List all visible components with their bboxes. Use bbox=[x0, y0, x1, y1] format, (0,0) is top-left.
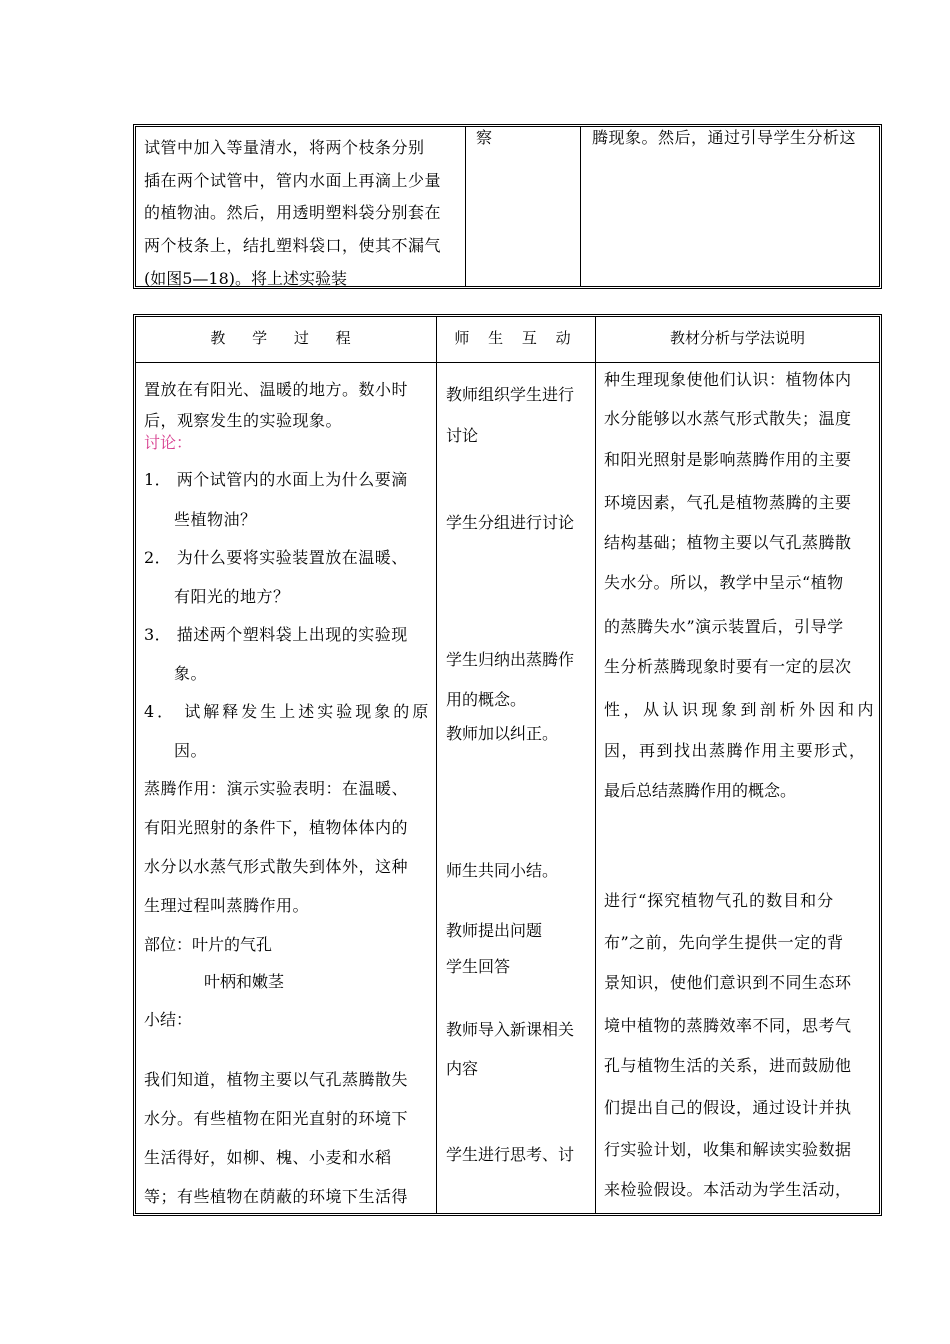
interaction-text: 内容 bbox=[446, 1059, 479, 1078]
question-item: 些植物油？ bbox=[174, 510, 257, 529]
analysis-line: 结构基础；植物主要以气孔蒸腾散 bbox=[604, 533, 852, 552]
text-line: 试管中加入等量清水，将两个枝条分别 bbox=[144, 138, 425, 157]
table-top-col3-text: 腾现象。然后，通过引导学生分析这 bbox=[592, 128, 857, 147]
interaction-text: 用的概念。 bbox=[446, 690, 527, 709]
text-line: 后，观察发生的实验现象。 bbox=[144, 411, 343, 430]
analysis-line: 种生理现象使他们认识：植物体内 bbox=[604, 370, 852, 389]
interaction-text: 讨论 bbox=[446, 426, 479, 445]
interaction-text: 学生归纳出蒸腾作 bbox=[446, 650, 575, 669]
question-item: 有阳光的地方？ bbox=[174, 587, 290, 606]
text-line: (如图5—18)。将上述实验装 bbox=[144, 269, 348, 288]
analysis-line: 景知识，使他们意识到不同生态环 bbox=[604, 973, 852, 992]
location-sub: 叶柄和嫩茎 bbox=[204, 972, 285, 991]
interaction-text: 学生分组进行讨论 bbox=[446, 513, 575, 532]
interaction-text: 师生共同小结。 bbox=[446, 861, 559, 880]
analysis-line: 生分析蒸腾现象时要有一定的层次 bbox=[604, 657, 852, 676]
question-item: 1． 两个试管内的水面上为什么要滴 bbox=[144, 470, 408, 489]
location-label: 部位：叶片的气孔 bbox=[144, 935, 273, 954]
question-item: 象。 bbox=[174, 664, 208, 683]
discussion-label: 讨论： bbox=[144, 433, 193, 452]
interaction-text: 教师提出问题 bbox=[446, 921, 543, 940]
summary-line: 生活得好，如柳、槐、小麦和水稻 bbox=[144, 1148, 392, 1167]
analysis-line: 和阳光照射是影响蒸腾作用的主要 bbox=[604, 450, 852, 469]
analysis-line: 环境因素，气孔是植物蒸腾的主要 bbox=[604, 493, 852, 512]
summary-label: 小结： bbox=[144, 1010, 193, 1029]
question-item: 因。 bbox=[174, 741, 208, 760]
analysis-line: 们提出自己的假设，通过设计并执 bbox=[604, 1098, 852, 1117]
analysis-line: 的蒸腾失水”演示装置后，引导学 bbox=[604, 617, 844, 636]
table-top-col2-text: 察 bbox=[476, 128, 493, 147]
summary-line: 水分。有些植物在阳光直射的环境下 bbox=[144, 1109, 409, 1128]
definition-line: 水分以水蒸气形式散失到体外，这种 bbox=[144, 857, 409, 876]
text-line: 置放在有阳光、温暖的地方。数小时 bbox=[144, 380, 409, 399]
interaction-text: 教师导入新课相关 bbox=[446, 1020, 575, 1039]
summary-line: 等；有些植物在荫蔽的环境下生活得 bbox=[144, 1187, 409, 1206]
text-line: 插在两个试管中，管内水面上再滴上少量 bbox=[144, 171, 442, 190]
analysis-line: 水分能够以水蒸气形式散失；温度 bbox=[604, 409, 852, 428]
definition-line: 生理过程叫蒸腾作用。 bbox=[144, 896, 310, 915]
header-material-analysis: 教材分析与学法说明 bbox=[669, 329, 805, 347]
text-line: 的植物油。然后，用透明塑料袋分别套在 bbox=[144, 203, 442, 222]
question-item: 4． 试解释发生上述实验现象的原 bbox=[144, 702, 432, 721]
analysis-line: 因，再到找出蒸腾作用主要形式， bbox=[604, 741, 867, 760]
analysis-line: 性，从认识现象到剖析外因和内 bbox=[604, 700, 878, 719]
analysis-line: 进行“探究植物气孔的数目和分 bbox=[604, 891, 835, 910]
analysis-line: 失水分。所以，教学中呈示“植物 bbox=[604, 573, 844, 592]
analysis-line: 境中植物的蒸腾效率不同，思考气 bbox=[604, 1016, 852, 1035]
interaction-text: 学生进行思考、讨 bbox=[446, 1145, 575, 1164]
interaction-text: 教师组织学生进行 bbox=[446, 385, 575, 404]
question-item: 3． 描述两个塑料袋上出现的实验现 bbox=[144, 625, 408, 644]
table-top-divider-2 bbox=[580, 126, 581, 287]
table-main-divider-2 bbox=[595, 316, 596, 1214]
table-top-divider-1 bbox=[465, 126, 466, 287]
definition-line: 有阳光照射的条件下，植物体体内的 bbox=[144, 818, 409, 837]
interaction-text: 学生回答 bbox=[446, 957, 511, 976]
analysis-line: 来检验假设。本活动为学生活动， bbox=[604, 1180, 852, 1199]
summary-line: 我们知道，植物主要以气孔蒸腾散失 bbox=[144, 1070, 409, 1089]
question-item: 2． 为什么要将实验装置放在温暖、 bbox=[144, 548, 408, 567]
header-teaching-process: 教 学 过 程 bbox=[210, 329, 362, 347]
text-line: 两个枝条上，结扎塑料袋口，使其不漏气 bbox=[144, 236, 442, 255]
table-main-divider-1 bbox=[436, 316, 437, 1214]
interaction-text: 教师加以纠正。 bbox=[446, 724, 559, 743]
analysis-line: 最后总结蒸腾作用的概念。 bbox=[604, 781, 797, 800]
header-row-divider bbox=[136, 362, 879, 363]
analysis-line: 行实验计划，收集和解读实验数据 bbox=[604, 1140, 852, 1159]
analysis-line: 孔与植物生活的关系，进而鼓励他 bbox=[604, 1056, 852, 1075]
definition-line: 蒸腾作用：演示实验表明：在温暖、 bbox=[144, 779, 409, 798]
analysis-line: 布”之前，先向学生提供一定的背 bbox=[604, 933, 844, 952]
header-teacher-student-interaction: 师 生 互 动 bbox=[454, 329, 578, 347]
